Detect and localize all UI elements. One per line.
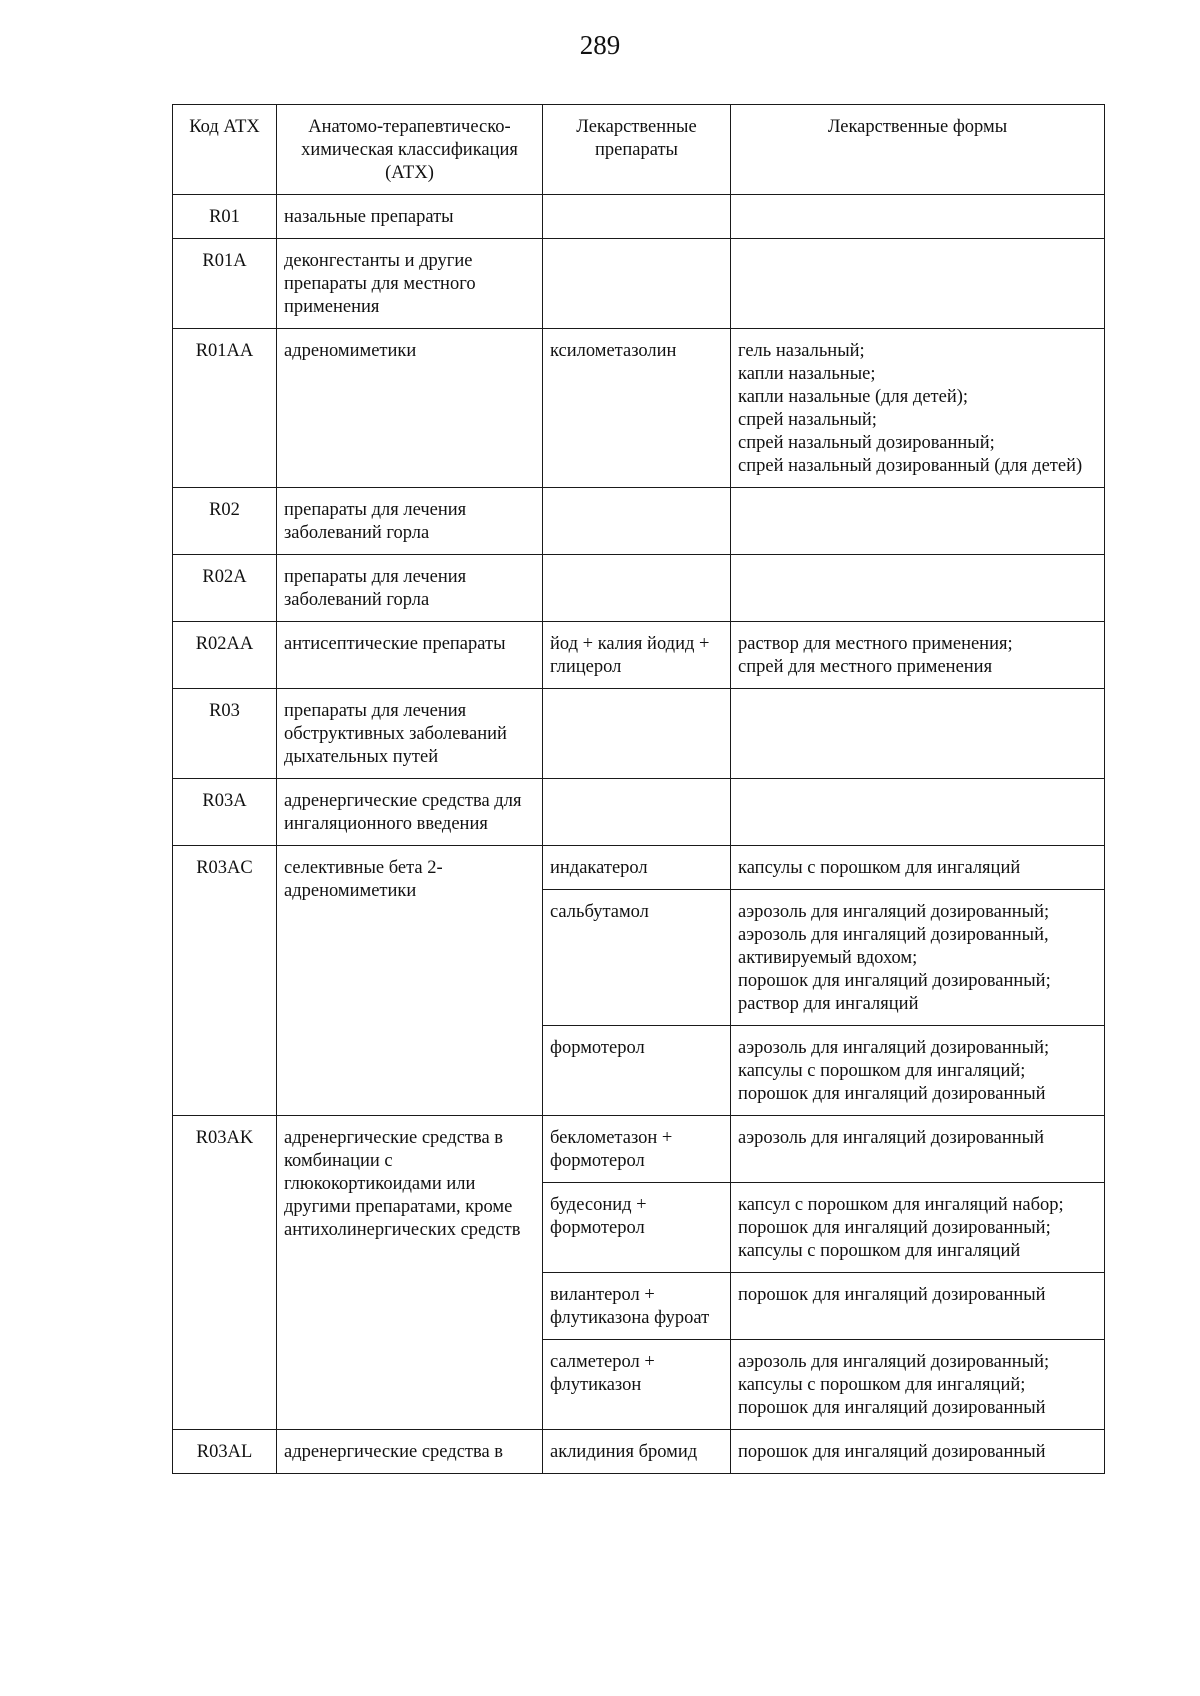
drug-cell: беклометазон + формотерол: [543, 1116, 731, 1183]
table-row: [173, 195, 1105, 239]
form-cell: капсул с порошком для ингаляций набор; порошок для ингаляций дозированный; капсулы с порошком для ингаляций: [731, 1183, 1105, 1273]
drug-cell: вилантерол + флутиказона фуроат: [543, 1273, 731, 1340]
table-row: [173, 239, 1105, 329]
drug-cell: [543, 689, 731, 779]
form-cell: гель назальный; капли назальные; капли назальные (для детей); спрей назальный; спрей назальный дозированный; спрей назальный дозированный (для детей): [731, 329, 1105, 488]
table-row: [173, 779, 1105, 846]
drug-cell: будесонид + формотерол: [543, 1183, 731, 1273]
drug-cell: [543, 555, 731, 622]
table-row: [173, 1116, 1105, 1183]
atc-table: [172, 104, 1105, 1474]
drug-cell: [543, 239, 731, 329]
drug-cell: ксилометазолин: [543, 329, 731, 488]
page-number: 289: [579, 30, 621, 60]
classification-cell: препараты для лечения обструктивных заболеваний дыхательных путей: [277, 689, 543, 779]
classification-cell: адренергические средства в комбинации с глюкокортикоидами или другими препаратами, кроме антихолинергических средств: [277, 1116, 543, 1430]
table-row: [173, 1430, 1105, 1474]
table-row: [173, 846, 1105, 890]
classification-cell: адреномиметики: [277, 329, 543, 488]
form-cell: порошок для ингаляций дозированный: [731, 1273, 1105, 1340]
atc-code-cell: R02: [173, 488, 277, 555]
atc-code-cell: R03A: [173, 779, 277, 846]
header-drugs: Лекарственные препараты: [543, 105, 731, 195]
form-cell: [731, 555, 1105, 622]
form-cell: капсулы с порошком для ингаляций: [731, 846, 1105, 890]
drug-cell: аклидиния бромид: [543, 1430, 731, 1474]
form-cell: [731, 689, 1105, 779]
form-cell: раствор для местного применения; спрей для местного применения: [731, 622, 1105, 689]
header-code: Код АТХ: [173, 105, 277, 195]
form-cell: [731, 195, 1105, 239]
form-cell: [731, 779, 1105, 846]
form-cell: порошок для ингаляций дозированный: [731, 1430, 1105, 1474]
classification-cell: назальные препараты: [277, 195, 543, 239]
table-body: [173, 195, 1105, 1474]
classification-cell: препараты для лечения заболеваний горла: [277, 555, 543, 622]
form-cell: аэрозоль для ингаляций дозированный: [731, 1116, 1105, 1183]
drug-cell: йод + калия йодид + глицерол: [543, 622, 731, 689]
atc-code-cell: R03AK: [173, 1116, 277, 1430]
atc-code-cell: R01AA: [173, 329, 277, 488]
classification-cell: селективные бета 2-адреномиметики: [277, 846, 543, 1116]
drug-cell: сальбутамол: [543, 890, 731, 1026]
form-cell: аэрозоль для ингаляций дозированный; капсулы с порошком для ингаляций; порошок для ингаляций дозированный: [731, 1026, 1105, 1116]
form-cell: [731, 239, 1105, 329]
table-row: [173, 622, 1105, 689]
table-row: [173, 689, 1105, 779]
table-row: [173, 329, 1105, 488]
drug-cell: [543, 488, 731, 555]
classification-cell: адренергические средства для ингаляционного введения: [277, 779, 543, 846]
drug-cell: [543, 195, 731, 239]
classification-cell: деконгестанты и другие препараты для местного применения: [277, 239, 543, 329]
table-row: [173, 488, 1105, 555]
form-cell: [731, 488, 1105, 555]
form-cell: аэрозоль для ингаляций дозированный; капсулы с порошком для ингаляций; порошок для ингаляций дозированный: [731, 1340, 1105, 1430]
drug-cell: формотерол: [543, 1026, 731, 1116]
atc-code-cell: R03AC: [173, 846, 277, 1116]
classification-cell: адренергические средства в: [277, 1430, 543, 1474]
classification-cell: антисептические препараты: [277, 622, 543, 689]
header-classification: Анатомо-терапевтическо-химическая классификация (АТХ): [277, 105, 543, 195]
atc-code-cell: R02AA: [173, 622, 277, 689]
atc-code-cell: R01A: [173, 239, 277, 329]
drug-cell: салметерол + флутиказон: [543, 1340, 731, 1430]
table-header-row: [173, 105, 1105, 195]
header-forms: Лекарственные формы: [731, 105, 1105, 195]
form-cell: аэрозоль для ингаляций дозированный; аэрозоль для ингаляций дозированный, активируемый вдохом; порошок для ингаляций дозированный; раствор для ингаляций: [731, 890, 1105, 1026]
table-row: [173, 555, 1105, 622]
atc-code-cell: R02A: [173, 555, 277, 622]
atc-code-cell: R01: [173, 195, 277, 239]
drug-cell: [543, 779, 731, 846]
drug-cell: индакатерол: [543, 846, 731, 890]
atc-code-cell: R03: [173, 689, 277, 779]
atc-code-cell: R03AL: [173, 1430, 277, 1474]
classification-cell: препараты для лечения заболеваний горла: [277, 488, 543, 555]
